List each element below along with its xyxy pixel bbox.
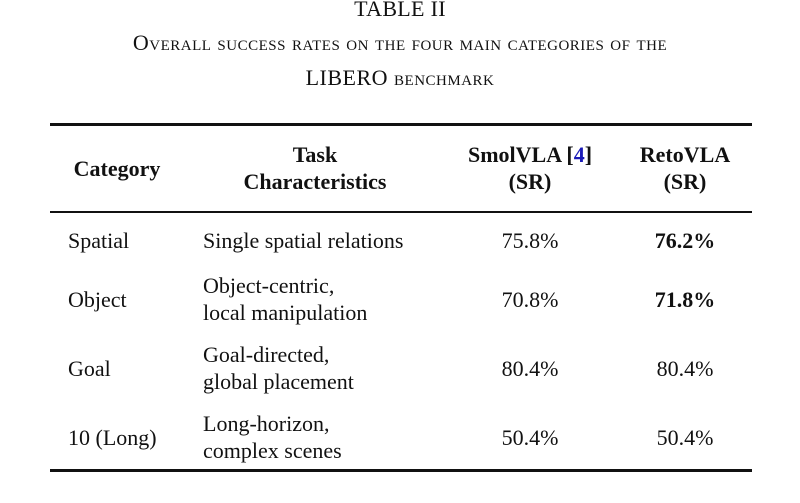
table-caption-line-1 xyxy=(0,30,800,56)
caption-text: verall success rates on the four main categories of the xyxy=(149,30,668,55)
header-category: Category xyxy=(73,156,161,181)
caption-benchmark-name: LIBERO xyxy=(305,65,389,90)
row-spatial-retovla: 76.2% xyxy=(654,228,716,253)
header-retovla xyxy=(620,141,750,195)
row-long-category: 10 (Long) xyxy=(68,425,157,450)
row-object-smolvla: 70.8% xyxy=(501,287,559,312)
row-goal-task xyxy=(203,341,354,395)
header-task-line2: Characteristics xyxy=(243,169,387,194)
citation-bracket-close: ] xyxy=(584,142,593,167)
row-long-task-line2: complex scenes xyxy=(203,438,342,463)
row-long-task-line1: Long-horizon, xyxy=(203,411,330,436)
row-long-task xyxy=(203,410,342,464)
header-task-line1: Task xyxy=(292,142,338,167)
row-object-task-line2: local manipulation xyxy=(203,300,368,325)
row-goal-category: Goal xyxy=(68,356,111,381)
header-retovla-sr: (SR) xyxy=(663,169,707,194)
row-long-smolvla: 50.4% xyxy=(501,425,559,450)
table-bottom-rule xyxy=(50,469,752,472)
table-caption-line-2 xyxy=(0,65,800,91)
header-task-characteristics xyxy=(190,141,440,195)
caption-text-end: benchmark xyxy=(394,65,495,90)
row-goal-task-line2: global placement xyxy=(203,369,354,394)
header-retovla-name: RetoVLA xyxy=(639,142,731,167)
row-object-retovla: 71.8% xyxy=(654,287,716,312)
row-object-category: Object xyxy=(68,287,127,312)
row-object-task-line1: Object-centric, xyxy=(203,273,335,298)
row-long-retovla: 50.4% xyxy=(656,425,714,450)
row-spatial-smolvla: 75.8% xyxy=(501,228,559,253)
citation-link-4[interactable]: 4 xyxy=(573,142,585,167)
row-goal-smolvla: 80.4% xyxy=(501,356,559,381)
table-label: TABLE II xyxy=(354,0,446,21)
row-spatial-task: Single spatial relations xyxy=(203,228,404,253)
citation-bracket-open: [ xyxy=(566,142,574,167)
row-goal-task-line1: Goal-directed, xyxy=(203,342,330,367)
row-spatial-category: Spatial xyxy=(68,228,130,253)
caption-initial: O xyxy=(132,30,150,55)
row-object-task xyxy=(203,272,367,326)
header-smolvla-name: SmolVLA xyxy=(467,142,561,167)
header-smolvla-sr: (SR) xyxy=(508,169,552,194)
table-top-rule xyxy=(50,123,752,126)
table-header-rule xyxy=(50,211,752,213)
header-smolvla xyxy=(445,141,615,195)
row-goal-retovla: 80.4% xyxy=(656,356,714,381)
header-smolvla-line1 xyxy=(445,141,615,168)
